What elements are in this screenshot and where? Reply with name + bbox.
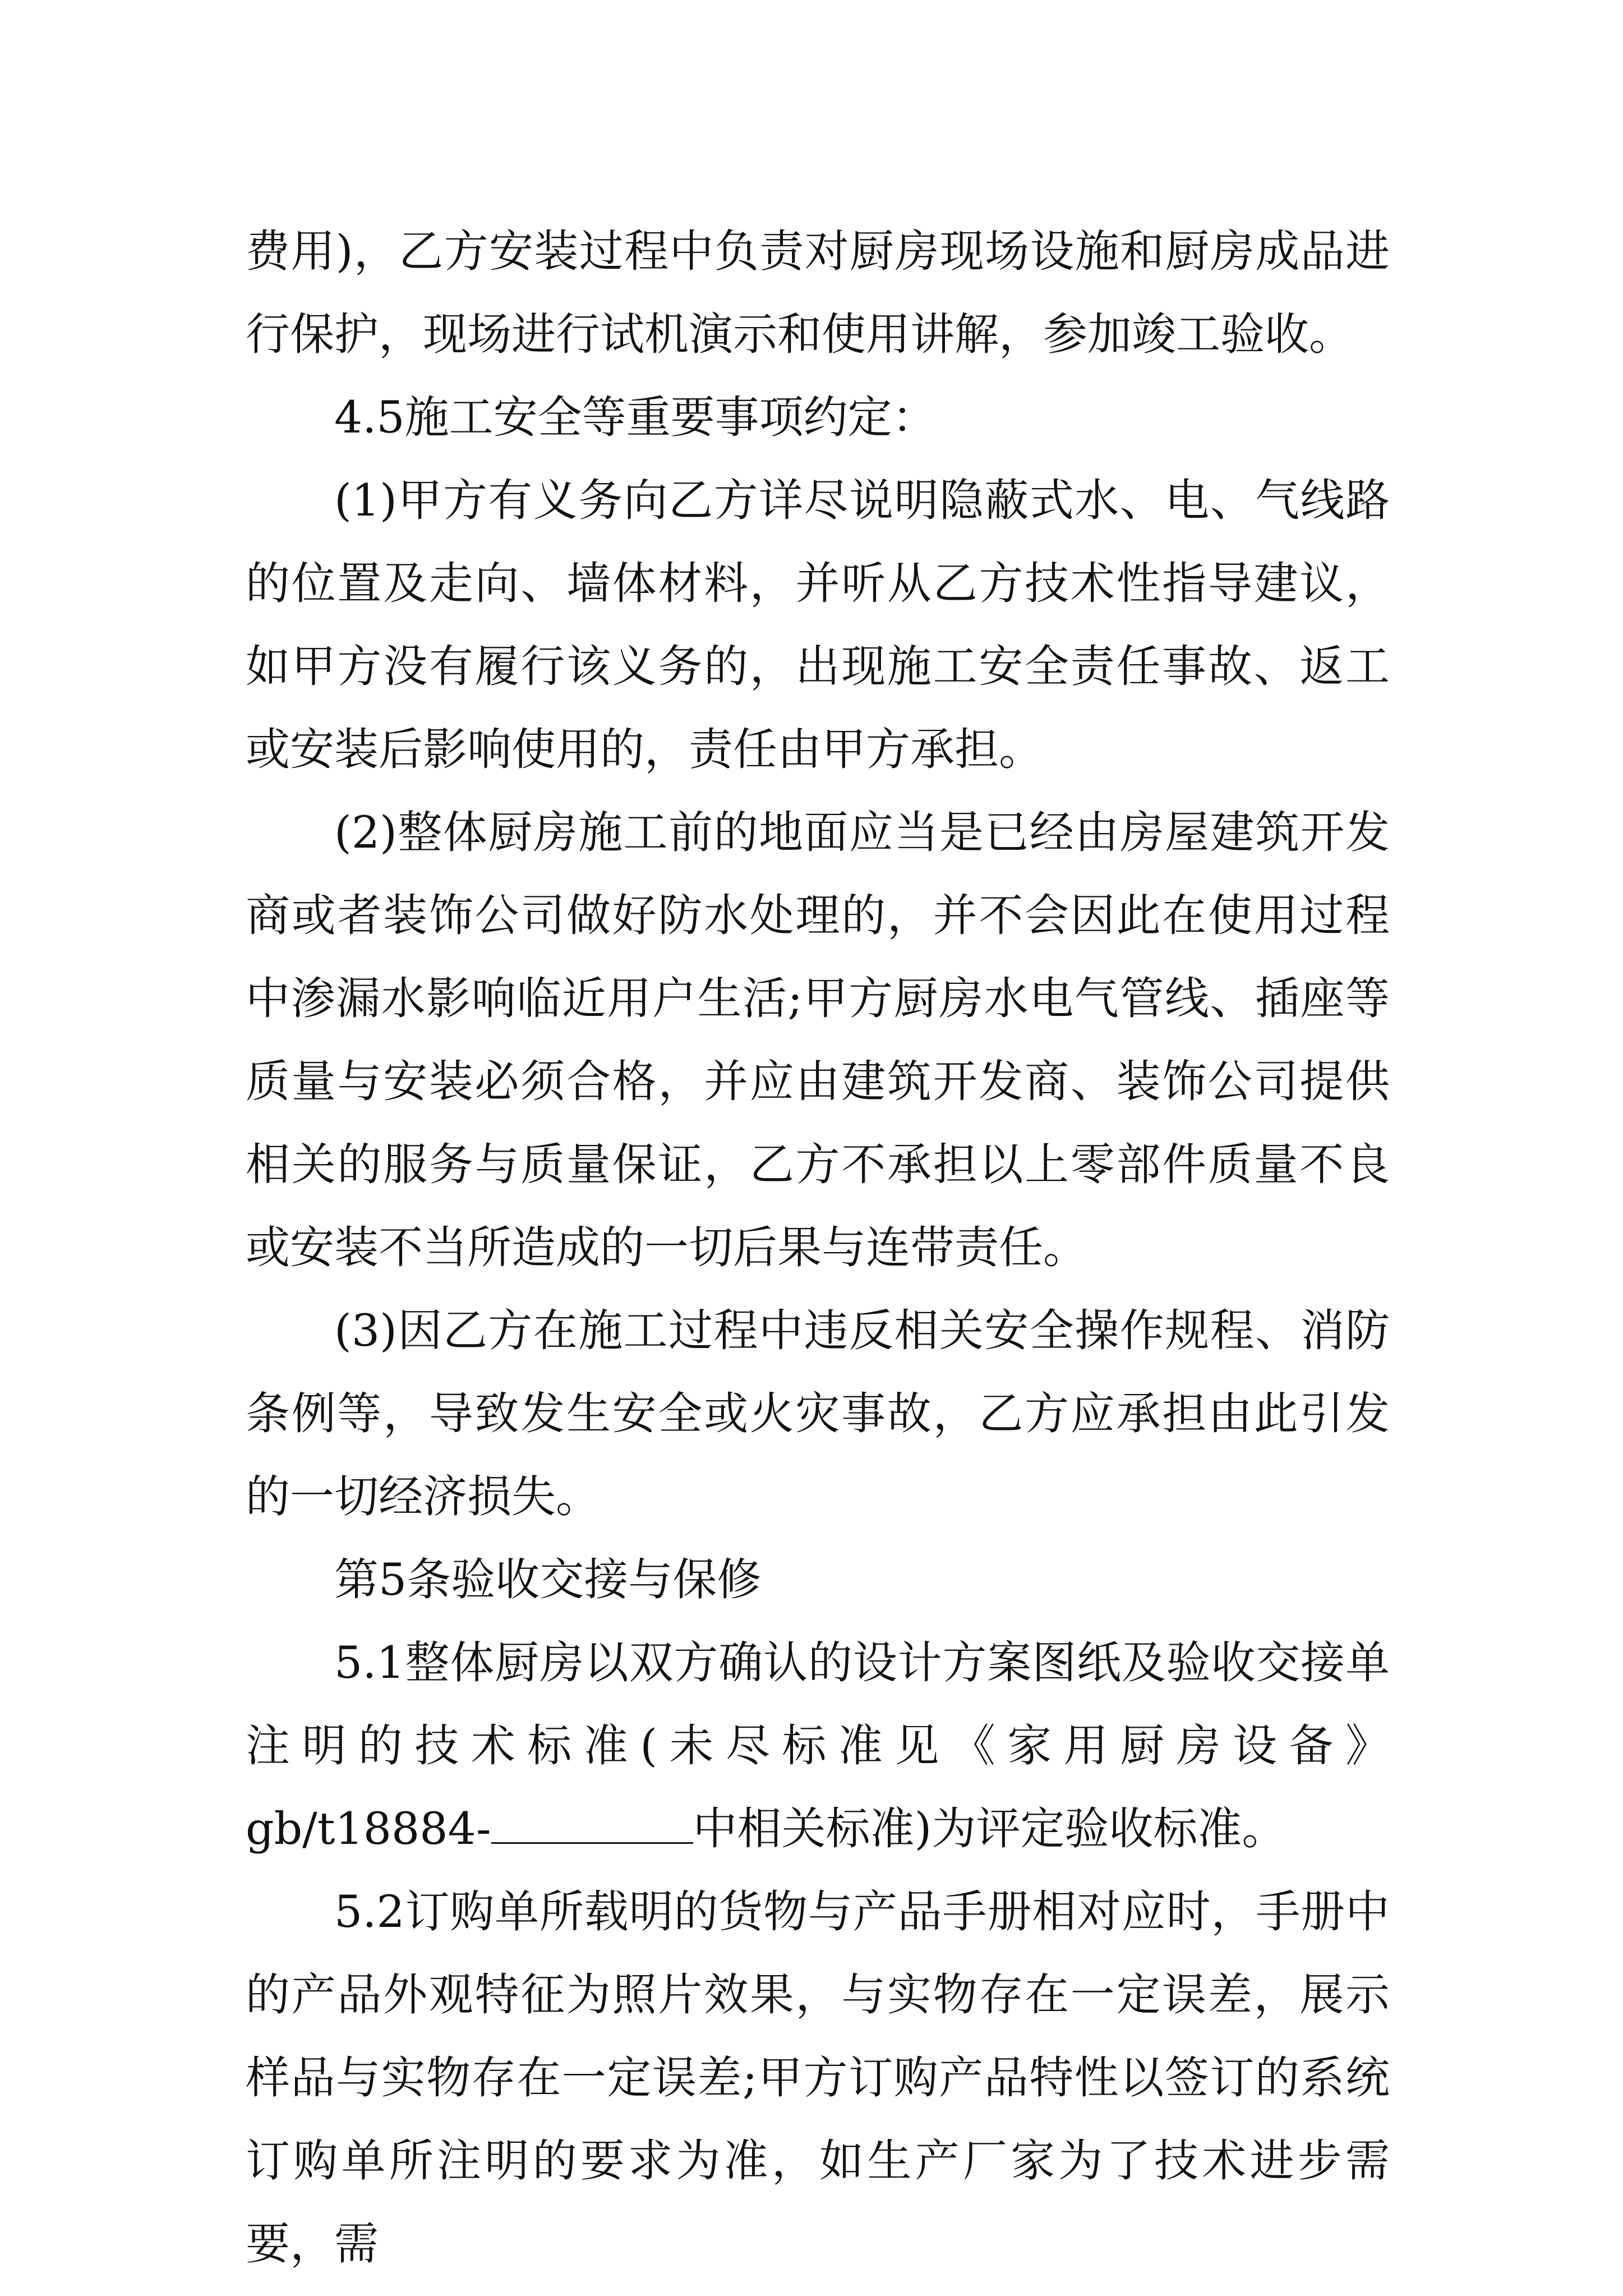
paragraph-5-1	[246, 1621, 1390, 1870]
paragraph-5-1-start: 5.1整体厨房以双方确认的设计方案图纸及验收交接单注明的技术标准(未尽标准见《家用厨房设备》gb/t18884-	[246, 1637, 1390, 1855]
paragraph-4-5-heading: 4.5施工安全等重要事项约定：	[334, 392, 937, 443]
paragraph-clause-3: (3)因乙方在施工过程中违反相关安全操作规程、消防条例等，导致发生安全或火灾事故，乙方应承担由此引发的一切经济损失。	[246, 1305, 1390, 1522]
paragraph-5-1-end: 中相关标准)为评定验收标准。	[693, 1803, 1287, 1855]
paragraph-fee-protection: 费用)，乙方安装过程中负责对厨房现场设施和厨房成品进行保护，现场进行试机演示和使用讲解，参加竣工验收。	[246, 226, 1390, 360]
section-5-heading: 第5条验收交接与保修	[334, 1554, 762, 1605]
paragraph-clause-2: (2)整体厨房施工前的地面应当是已经由房屋建筑开发商或者装饰公司做好防水处理的，并不会因此在使用过程中渗漏水影响临近用户生活;甲方厨房水电气管线、插座等质量与安装必须合格，并应由建筑开发商、装饰公司提供相关的服务与质量保证，乙方不承担以上零部件质量不良或安装不当所造成的一切后果与连带责任。	[246, 807, 1390, 1273]
fill-in-blank	[491, 1809, 693, 1844]
document-body	[246, 210, 1390, 2285]
paragraph-clause-1: (1)甲方有义务向乙方详尽说明隐蔽式水、电、气线路的位置及走向、墙体材料，并听从乙方技术性指导建议，如甲方没有履行该义务的，出现施工安全责任事故、返工或安装后影响使用的，责任由甲方承担。	[246, 475, 1390, 775]
paragraph-5-2: 5.2订购单所载明的货物与产品手册相对应时，手册中的产品外观特征为照片效果，与实物存在一定误差，展示样品与实物存在一定误差;甲方订购产品特性以签订的系统订购单所注明的要求为准，如生产厂家为了技术进步需要，需	[246, 1886, 1390, 2270]
